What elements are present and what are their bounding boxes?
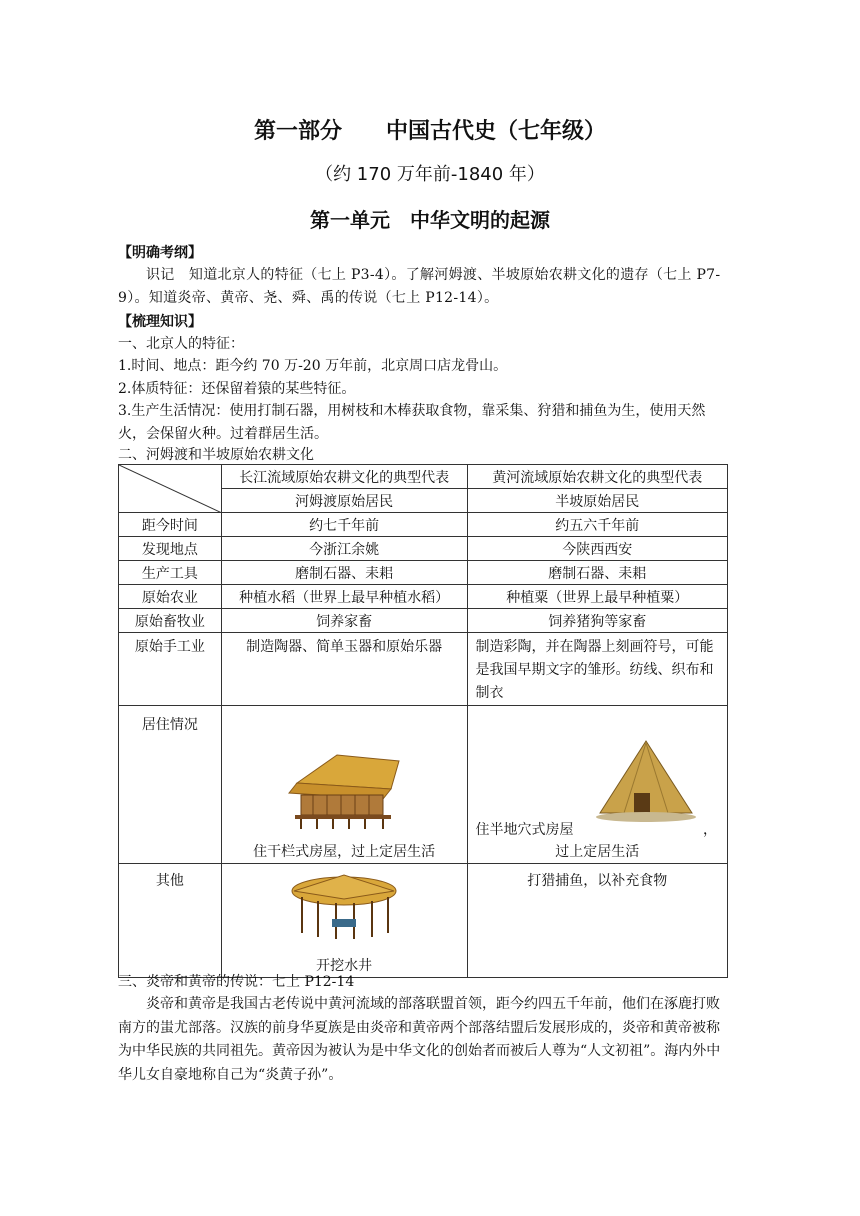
water-well-icon: [288, 873, 400, 941]
row-value-b: 种植粟（世界上最早种植粟）: [467, 585, 727, 609]
section-3-text: 炎帝和黄帝是我国古老传说中黄河流域的部落联盟首领，距今约四五千年前，他们在涿鹿打败南方的蚩尤部落。汉族的前身华夏族是由炎帝和黄帝两个部落结盟后发展形成的，炎帝和黄帝被称为中华民族的共同祖先。黄帝因为被认为是中华文化的创始者而被后人尊为“人文初祖”。海内外中华儿女自豪地称自己为“炎黄子孙”。: [118, 996, 721, 1083]
other-banpo-text: 打猎捕鱼，以补充食物: [467, 864, 727, 978]
row-label: 原始畜牧业: [119, 609, 222, 633]
living-hemudu-cell: [221, 706, 467, 864]
point-2: 2.体质特征：还保留着猿的某些特征。: [118, 381, 356, 397]
outline-text: 识记 知道北京人的特征（七上 P3-4）。了解河姆渡、半坡原始农耕文化的遗存（七上 P7-9）。知道炎帝、黄帝、尧、舜、禹的传说（七上 P12-14）。: [118, 267, 721, 306]
row-value-a: 今浙江余姚: [221, 537, 467, 561]
diagonal-line-icon: [119, 465, 222, 513]
section-2-heading: 二、河姆渡和半坡原始农耕文化: [118, 447, 314, 463]
point-1: 1.时间、地点：距今约 70 万-20 万年前，北京周口店龙骨山。: [118, 358, 508, 374]
semi-subterranean-house-icon: [594, 737, 698, 833]
col2-name: 半坡原始居民: [467, 489, 727, 513]
row-label: 原始农业: [119, 585, 222, 609]
row-value-b: 饲养猪狗等家畜: [467, 609, 727, 633]
row-value-a: 种植水稻（世界上最早种植水稻）: [221, 585, 467, 609]
section-1-heading: 一、北京人的特征：: [118, 336, 244, 352]
row-label: 发现地点: [119, 537, 222, 561]
stilt-house-icon: [279, 749, 409, 831]
row-value-a: 磨制石器、耒耜: [221, 561, 467, 585]
row-value-b: 约五六千年前: [467, 513, 727, 537]
knowledge-heading: 【梳理知识】: [118, 314, 202, 330]
row-label: 距今时间: [119, 513, 222, 537]
row-label: 生产工具: [119, 561, 222, 585]
unit-title: 第一单元 中华文明的起源: [310, 208, 550, 232]
col1-name: 河姆渡原始居民: [221, 489, 467, 513]
row-value-a: 约七千年前: [221, 513, 467, 537]
row-value-b: 今陕西西安: [467, 537, 727, 561]
living-banpo-comma: ，: [703, 822, 717, 838]
section-3-heading: 三、炎帝和黄帝的传说：七上 P12-14: [118, 974, 355, 990]
period-subtitle: （约 170 万年前-1840 年）: [315, 164, 545, 185]
col1-header: 长江流域原始农耕文化的典型代表: [221, 465, 467, 489]
living-banpo-text-post: 过上定居生活: [555, 844, 640, 860]
col2-header: 黄河流域原始农耕文化的典型代表: [467, 465, 727, 489]
row-value-b: 磨制石器、耒耜: [467, 561, 727, 585]
outline-heading: 【明确考纲】: [118, 245, 202, 261]
part-title: 第一部分 中国古代史（七年级）: [253, 119, 606, 144]
table-corner-cell: [119, 465, 222, 513]
comparison-table: [118, 464, 728, 978]
row-value-b: 制造彩陶，并在陶器上刻画符号，可能是我国早期文字的雏形。纺线、织布和制衣: [467, 633, 727, 706]
row-label: 原始手工业: [119, 633, 222, 706]
other-hemudu-text: 开挖水井: [316, 958, 373, 974]
other-hemudu-cell: [221, 864, 467, 978]
point-3: 3.生产生活情况：使用打制石器，用树枝和木棒获取食物，靠采集、狩猎和捕鱼为生，使用天然火，会保留火种。过着群居生活。: [118, 403, 706, 442]
living-banpo-cell: [467, 706, 727, 864]
row-value-a: 饲养家畜: [221, 609, 467, 633]
living-label: 居住情况: [119, 706, 222, 864]
row-value-a: 制造陶器、简单玉器和原始乐器: [221, 633, 467, 706]
living-hemudu-text: 住干栏式房屋，过上定居生活: [253, 844, 436, 860]
living-banpo-text-pre: 住半地穴式房屋: [475, 822, 574, 838]
other-label: 其他: [119, 864, 222, 978]
